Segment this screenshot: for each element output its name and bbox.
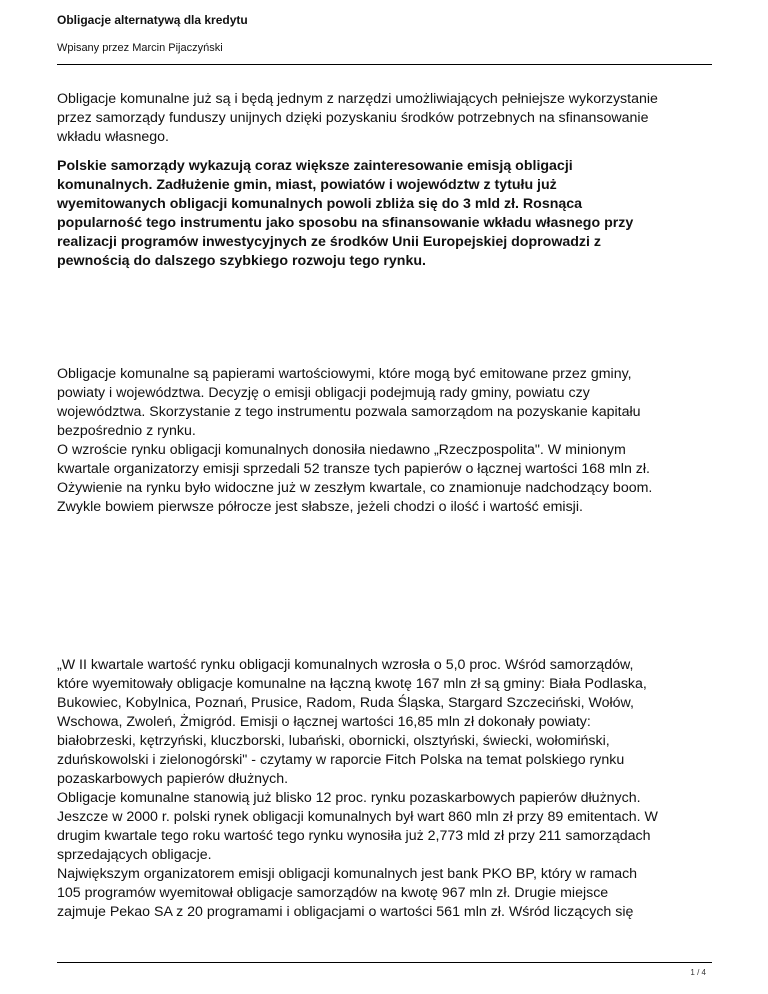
text-line: które wyemitowały obligacje komunalne na łączną kwotę 167 mln zł są gminy: Biała Podlaska, xyxy=(57,676,647,692)
text-line: Ożywienie na rynku było widoczne już w zeszłym kwartale, co znamionuje nadchodzący boom. xyxy=(57,480,653,496)
text-line: pewnością do dalszego szybkiego rozwoju tego rynku. xyxy=(57,253,426,269)
footer-divider xyxy=(57,962,712,963)
section-one-paragraph xyxy=(57,365,717,517)
text-line: białobrzeski, kętrzyński, kluczborski, lubański, obornicki, olsztyński, świecki, wołomiński, xyxy=(57,733,610,749)
text-line: sprzedających obligacje. xyxy=(57,847,212,863)
text-line: przez samorządy funduszy unijnych dzięki pozyskaniu środków potrzebnych na sfinansowanie xyxy=(57,110,649,126)
text-line: kwartale organizatorzy emisji sprzedali 52 transze tych papierów o łącznej wartości 168 mln zł. xyxy=(57,461,650,477)
text-line: Obligacje komunalne stanowią już blisko 12 proc. rynku pozaskarbowych papierów dłużnych. xyxy=(57,790,641,806)
text-line: Największym organizatorem emisji obligacji komunalnych jest bank PKO BP, który w ramach xyxy=(57,866,638,882)
text-line: Jeszcze w 2000 r. polski rynek obligacji komunalnych był wart 860 mln zł przy 89 emitentach. W xyxy=(57,809,658,825)
text-line: popularność tego instrumentu jako sposobu na sfinansowanie wkładu własnego przy xyxy=(57,215,634,231)
text-line: „W II kwartale wartość rynku obligacji komunalnych wzrosła o 5,0 proc. Wśród samorządów, xyxy=(57,657,634,673)
section-two-paragraph xyxy=(57,656,717,922)
article-title: Obligacje alternatywą dla kredytu xyxy=(57,13,248,27)
text-line: 105 programów wyemitował obligacje samorządów na kwotę 967 mln zł. Drugie miejsce xyxy=(57,885,609,901)
text-line: O wzroście rynku obligacji komunalnych donosiła niedawno „Rzeczpospolita". W minionym xyxy=(57,442,626,458)
text-line: bezpośrednio z rynku. xyxy=(57,423,196,439)
text-line: wyemitowanych obligacji komunalnych powoli zbliża się do 3 mld zł. Rosnąca xyxy=(57,196,583,212)
text-line: Wschowa, Zwoleń, Żmigród. Emisji o łącznej wartości 16,85 mln zł dokonały powiaty: xyxy=(57,714,591,730)
text-line: realizacji programów inwestycyjnych ze środków Unii Europejskiej doprowadzi z xyxy=(57,234,601,250)
text-line: zajmuje Pekao SA z 20 programami i obligacjami o wartości 561 mln zł. Wśród liczących się xyxy=(57,904,634,920)
text-line: wkładu własnego. xyxy=(57,129,169,145)
text-line: pozaskarbowych papierów dłużnych. xyxy=(57,771,289,787)
article-author: Wpisany przez Marcin Pijaczyński xyxy=(57,42,223,54)
intro-paragraph xyxy=(57,90,717,147)
header-divider xyxy=(57,64,712,65)
text-line: komunalnych. Zadłużenie gmin, miast, powiatów i województw z tytułu już xyxy=(57,177,557,193)
text-line: powiaty i województwa. Decyzję o emisji obligacji podejmują rady gminy, powiatu czy xyxy=(57,385,590,401)
lead-paragraph xyxy=(57,157,717,271)
text-line: zduńskowolski i zielonogórski" - czytamy w raporcie Fitch Polska na temat polskiego rynku xyxy=(57,752,625,768)
text-line: Obligacje komunalne są papierami wartościowymi, które mogą być emitowane przez gminy, xyxy=(57,366,632,382)
page-number: 1 / 4 xyxy=(690,968,706,977)
text-line: Bukowiec, Kobylnica, Poznań, Prusice, Radom, Ruda Śląska, Stargard Szczeciński, Wołów, xyxy=(57,695,634,711)
text-line: Zwykle bowiem pierwsze półrocze jest słabsze, jeżeli chodzi o ilość i wartość emisji. xyxy=(57,499,583,515)
text-line: województwa. Skorzystanie z tego instrumentu pozwala samorządom na pozyskanie kapitału xyxy=(57,404,641,420)
text-line: Obligacje komunalne już są i będą jednym z narzędzi umożliwiających pełniejsze wykorzystanie xyxy=(57,91,658,107)
text-line: Polskie samorządy wykazują coraz większe zainteresowanie emisją obligacji xyxy=(57,158,573,174)
text-line: drugim kwartale tego roku wartość tego rynku wynosiła już 2,773 mld zł przy 211 samorządach xyxy=(57,828,651,844)
